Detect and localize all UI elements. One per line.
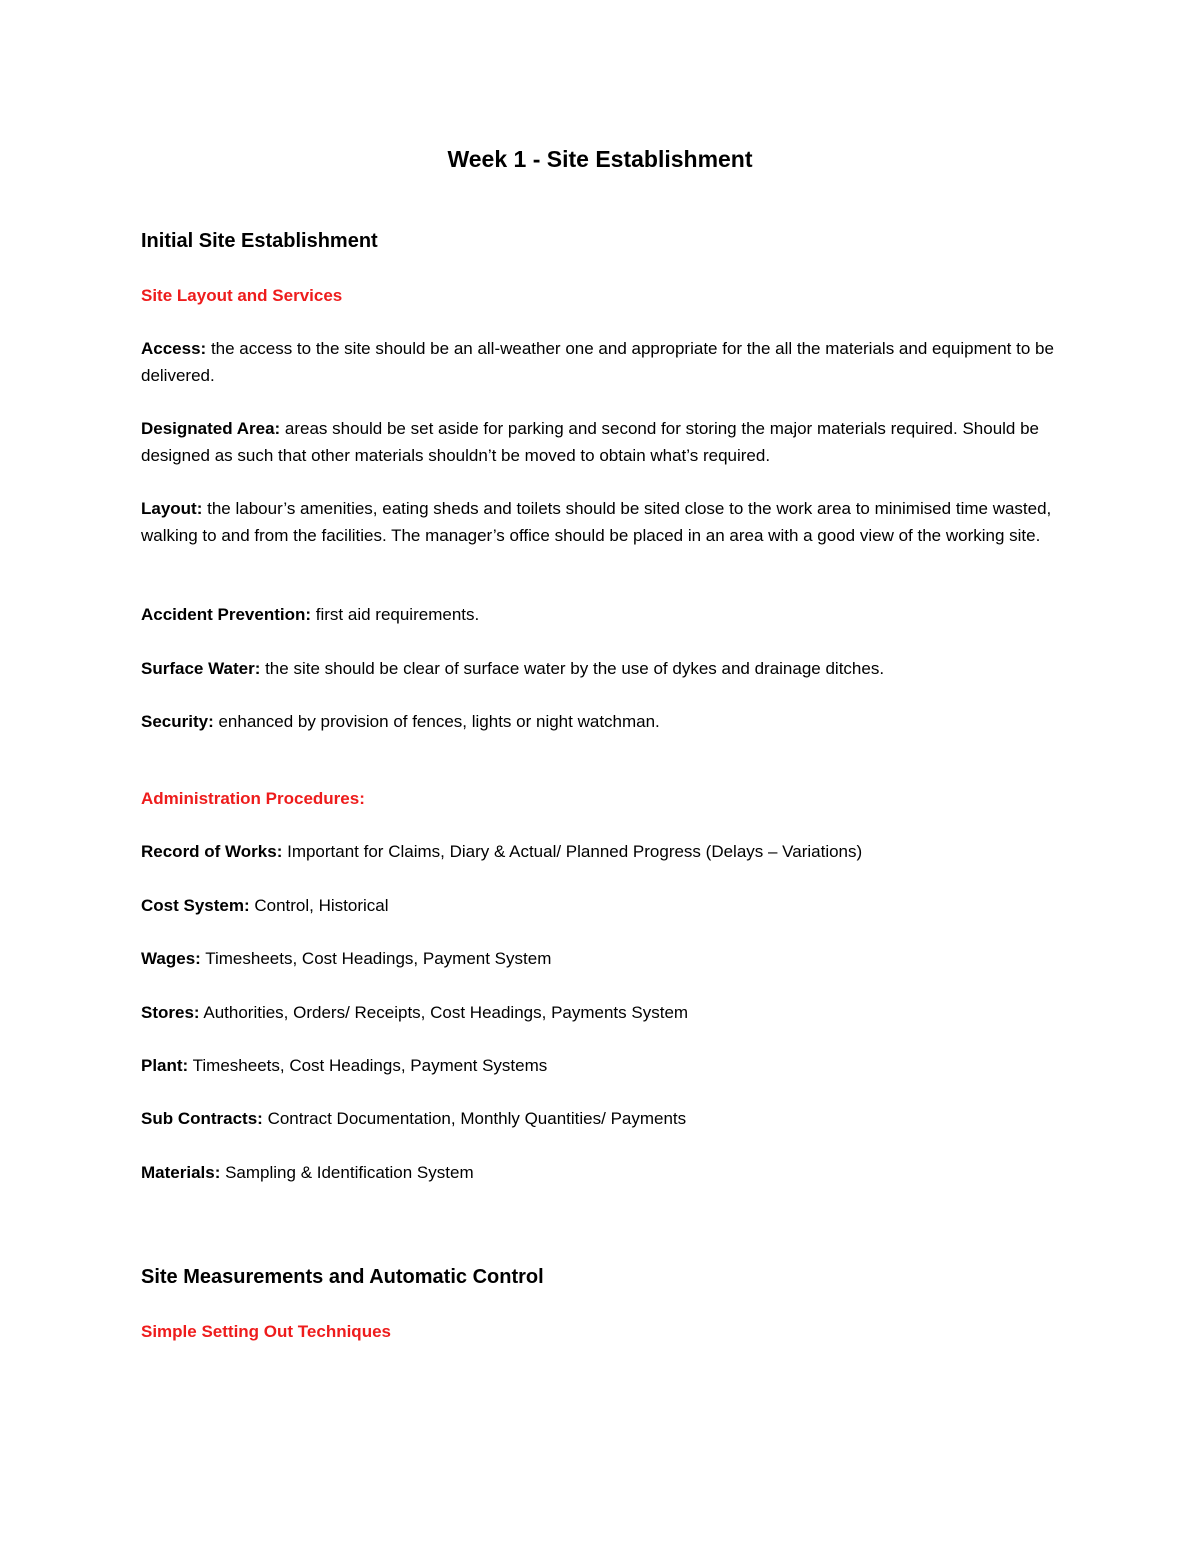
definition-wages: Timesheets, Cost Headings, Payment System — [200, 949, 552, 968]
definition-layout: the labour’s amenities, eating sheds and toilets should be sited close to the work area to minimised time wasted, walking to and from the facilities. The manager’s office should be placed in an area with a good view of the working site. — [141, 499, 1052, 545]
paragraph-stores — [141, 1000, 1061, 1027]
definition-materials: Sampling & Identification System — [220, 1163, 474, 1182]
subheading-site-layout-and-services: Site Layout and Services — [141, 286, 343, 305]
paragraph-wages — [141, 946, 1061, 973]
paragraph-designated-area — [141, 416, 1061, 469]
term-surface-water: Surface Water: — [141, 659, 261, 678]
section-heading-initial-site-establishment: Initial Site Establishment — [141, 230, 378, 252]
definition-designated-area: areas should be set aside for parking and second for storing the major materials required. Should be designed as such that other materials shouldn’t be moved to obtain what’s required. — [141, 419, 1040, 465]
term-sub-contracts: Sub Contracts: — [141, 1109, 263, 1128]
paragraph-accident-prevention — [141, 602, 1061, 629]
term-designated-area: Designated Area: — [141, 419, 281, 438]
paragraph-layout — [141, 496, 1061, 549]
definition-access: the access to the site should be an all-weather one and appropriate for the all the materials and equipment to be delivered. — [141, 339, 1054, 385]
term-cost-system: Cost System: — [141, 896, 250, 915]
definition-plant: Timesheets, Cost Headings, Payment Systems — [188, 1056, 548, 1075]
paragraph-surface-water — [141, 656, 1061, 683]
paragraph-security — [141, 709, 1061, 736]
definition-surface-water: the site should be clear of surface water by the use of dykes and drainage ditches. — [260, 659, 885, 678]
paragraph-plant — [141, 1053, 1061, 1080]
term-plant: Plant: — [141, 1056, 189, 1075]
paragraph-cost-system — [141, 893, 1061, 920]
definition-sub-contracts: Contract Documentation, Monthly Quantities/ Payments — [262, 1109, 687, 1128]
section-heading-site-measurements: Site Measurements and Automatic Control — [141, 1266, 544, 1288]
definition-security: enhanced by provision of fences, lights or night watchman. — [213, 712, 660, 731]
subheading-administration-procedures: Administration Procedures: — [141, 789, 365, 808]
definition-record-of-works: Important for Claims, Diary & Actual/ Planned Progress (Delays – Variations) — [282, 842, 863, 861]
term-layout: Layout: — [141, 499, 203, 518]
term-record-of-works: Record of Works: — [141, 842, 283, 861]
term-wages: Wages: — [141, 949, 201, 968]
definition-stores: Authorities, Orders/ Receipts, Cost Headings, Payments System — [199, 1003, 689, 1022]
subheading-simple-setting-out-techniques: Simple Setting Out Techniques — [141, 1322, 391, 1341]
term-access: Access: — [141, 339, 207, 358]
term-materials: Materials: — [141, 1163, 221, 1182]
paragraph-record-of-works — [141, 839, 1061, 866]
definition-accident-prevention: first aid requirements. — [311, 605, 480, 624]
term-accident-prevention: Accident Prevention: — [141, 605, 312, 624]
paragraph-materials — [141, 1160, 1061, 1187]
paragraph-access — [141, 336, 1061, 389]
document-title: Week 1 - Site Establishment — [447, 146, 753, 172]
term-security: Security: — [141, 712, 214, 731]
term-stores: Stores: — [141, 1003, 200, 1022]
paragraph-sub-contracts — [141, 1106, 1061, 1133]
definition-cost-system: Control, Historical — [249, 896, 389, 915]
